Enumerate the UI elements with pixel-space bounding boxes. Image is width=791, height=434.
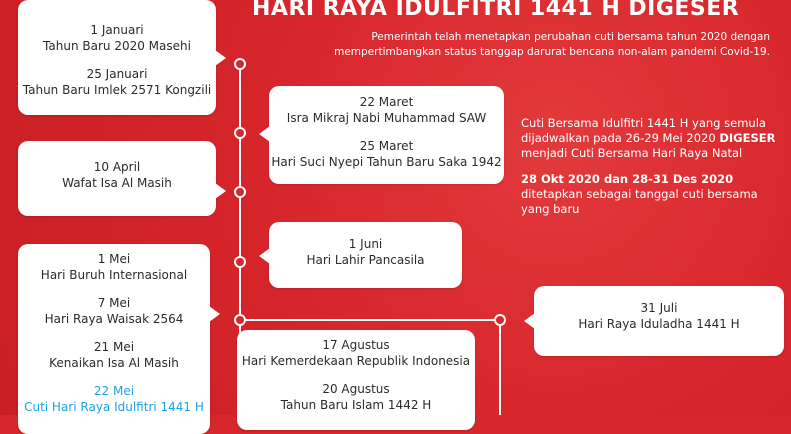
event-card-juni <box>269 222 462 288</box>
event-item <box>18 295 210 327</box>
event-date: 31 Juli <box>640 301 678 315</box>
event-date: 1 Juni <box>348 237 383 251</box>
event-card-maret <box>269 86 504 184</box>
event-card-agustus <box>237 330 475 430</box>
event-item <box>18 159 216 191</box>
info-note <box>521 116 777 228</box>
event-name: Tahun Baru Islam 1442 H <box>280 398 432 412</box>
event-card-april <box>18 141 216 216</box>
event-date: 17 Agustus <box>322 338 390 352</box>
page-subtitle <box>300 30 770 60</box>
event-name: Hari Kemerdekaan Republik Indonesia <box>241 354 471 368</box>
subtitle-line-2: mempertimbangkan status tanggap darurat bencana non-alam pandemi Covid-19. <box>334 46 770 58</box>
timeline-dot <box>234 127 246 139</box>
event-name: Hari Raya Waisak 2564 <box>44 312 184 326</box>
event-name: Hari Buruh Internasional <box>40 268 188 282</box>
note-emphasis-dates: 28 Okt 2020 dan 28-31 Des 2020 <box>521 172 734 186</box>
event-item <box>269 236 462 268</box>
timeline-dot <box>234 186 246 198</box>
event-item <box>18 66 216 98</box>
event-item <box>18 22 216 54</box>
note-paragraph-1 <box>521 116 777 161</box>
event-date: 7 Mei <box>97 296 131 310</box>
event-card-juli <box>534 286 784 356</box>
event-name: Tahun Baru 2020 Masehi <box>43 39 191 53</box>
note-paragraph-2 <box>521 172 777 217</box>
event-date: 22 Maret <box>359 95 414 109</box>
event-name: Hari Suci Nyepi Tahun Baru Saka 1942 <box>271 155 502 169</box>
event-item <box>18 251 210 283</box>
timeline-dot <box>234 256 246 268</box>
event-name: Hari Raya Iduladha 1441 H <box>578 317 740 331</box>
event-name: Cuti Hari Raya Idulfitri 1441 H <box>24 400 204 414</box>
event-item <box>18 339 210 371</box>
note-emphasis: DIGESER <box>719 131 776 145</box>
event-date: 25 Maret <box>359 139 414 153</box>
event-name: Tahun Baru Imlek 2571 Kongzili <box>22 83 212 97</box>
event-date: 21 Mei <box>93 340 135 354</box>
note-text: menjadi Cuti Bersama Hari Raya Natal <box>521 146 743 160</box>
timeline-dot <box>234 58 246 70</box>
event-item <box>534 300 784 332</box>
event-date: 25 Januari <box>86 67 148 81</box>
event-item <box>237 381 475 413</box>
event-date: 1 Januari <box>90 23 144 37</box>
event-name: Isra Mikraj Nabi Muhammad SAW <box>286 111 487 125</box>
event-item <box>237 337 475 369</box>
event-name: Kenaikan Isa Al Masih <box>49 356 179 370</box>
event-name: Wafat Isa Al Masih <box>62 176 172 190</box>
event-item-highlighted <box>18 383 210 415</box>
event-item <box>269 94 504 126</box>
event-date: 22 Mei <box>93 384 135 398</box>
event-card-januari <box>18 0 216 115</box>
note-text: Cuti Bersama Idulfitri 1441 H yang semula dijadwalkan pada 26-29 Mei 2020 <box>521 116 766 145</box>
subtitle-line-1: Pemerintah telah menetapkan perubahan cuti bersama tahun 2020 dengan <box>371 31 770 43</box>
page-title: HARI RAYA IDULFITRI 1441 H DIGESER <box>252 0 740 21</box>
timeline-dot <box>234 314 246 326</box>
event-date: 10 April <box>93 160 141 174</box>
event-name: Hari Lahir Pancasila <box>306 253 425 267</box>
timeline-line-branch <box>499 319 501 415</box>
event-date: 20 Agustus <box>322 382 390 396</box>
event-date: 1 Mei <box>97 252 131 266</box>
timeline-connector-juli <box>239 319 501 321</box>
event-item <box>269 138 504 170</box>
note-text: ditetapkan sebagai tanggal cuti bersama yang baru <box>521 187 758 216</box>
timeline-dot <box>494 314 506 326</box>
event-card-mei <box>18 244 210 434</box>
